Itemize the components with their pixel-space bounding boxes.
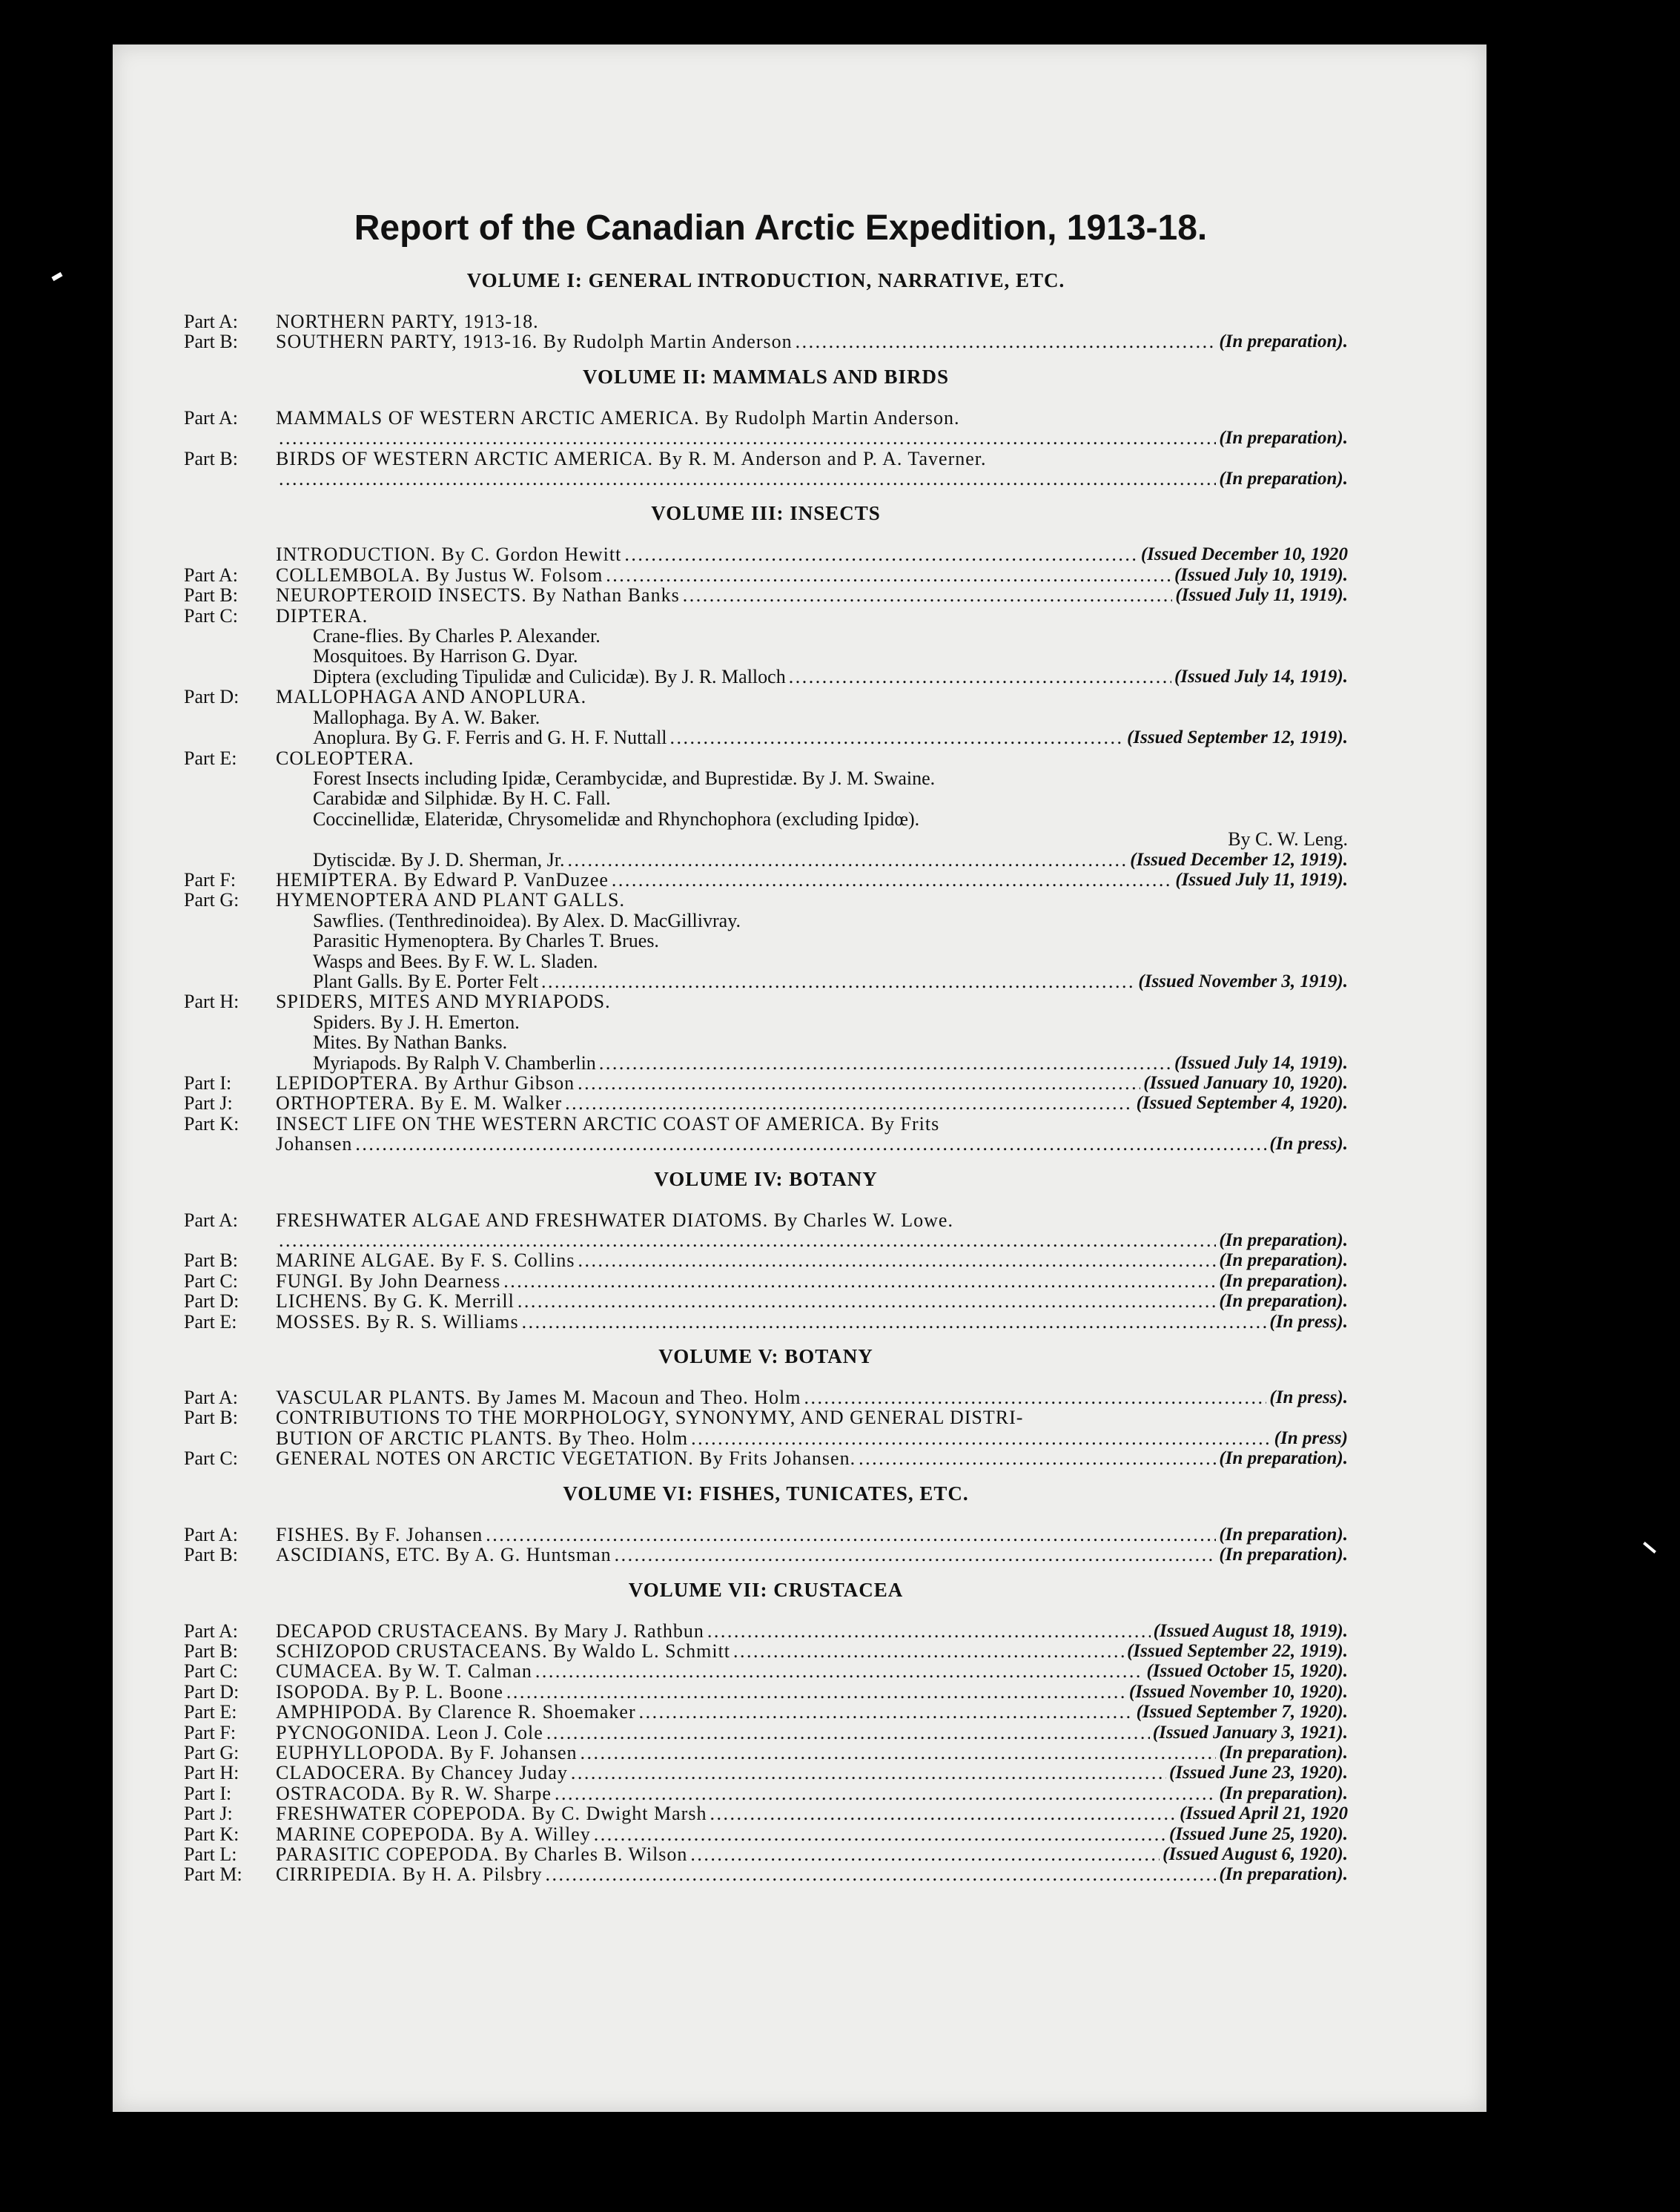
publication-list (184, 208, 1348, 1885)
part-label: Part C: (184, 1447, 238, 1470)
entry-title: HYMENOPTERA AND PLANT GALLS. (276, 889, 625, 911)
film-scratch (1643, 1542, 1656, 1554)
publication-entry (184, 727, 1348, 747)
publication-entry (184, 911, 1348, 931)
entry-status: (Issued September 12, 1919). (1127, 727, 1348, 748)
part-label-spacer (184, 428, 276, 448)
publication-entry (184, 1448, 1348, 1468)
entry-title: OSTRACODA. By R. W. Sharpe (276, 1782, 552, 1804)
publication-entry (184, 1291, 1348, 1311)
entry-subtitle: Forest Insects including Ipidæ, Cerambycidæ, and Buprestidæ. By J. M. Swaine. (313, 767, 936, 789)
publication-entry (184, 626, 1348, 646)
entry-title: MARINE COPEPODA. By A. Willey (276, 1823, 591, 1845)
dot-leader (710, 1803, 1177, 1823)
publication-entry (184, 1723, 1348, 1743)
publication-entry (184, 1525, 1348, 1545)
volume-section (184, 269, 1348, 352)
entry-status: (Issued June 25, 1920). (1169, 1823, 1348, 1844)
part-label: Part F: (184, 868, 237, 891)
entry-status: (Issued July 14, 1919). (1174, 666, 1348, 687)
part-label: Part E: (184, 747, 237, 769)
entry-continuation (184, 829, 1348, 849)
entry-status: (Issued September 22, 1919). (1127, 1640, 1348, 1661)
volume-heading: VOLUME III: INSECTS (651, 502, 881, 525)
volume-section (184, 366, 1348, 489)
part-label: Part A: (184, 311, 238, 332)
dot-leader (546, 1723, 1150, 1743)
publication-entry (184, 1661, 1348, 1681)
entry-title: ASCIDIANS, ETC. By A. G. Huntsman (276, 1544, 612, 1566)
entry-subtitle: Dytiscidæ. By J. D. Sherman, Jr. (313, 848, 565, 871)
entry-status: (Issued July 11, 1919). (1175, 869, 1348, 890)
dot-leader (859, 1448, 1216, 1468)
publication-entry (184, 1743, 1348, 1763)
entry-title: PARASITIC COPEPODA. By Charles B. Wilson (276, 1843, 688, 1865)
entry-status: (Issued December 10, 1920 (1140, 544, 1348, 565)
dot-leader (565, 1093, 1133, 1113)
publication-entry (184, 1864, 1348, 1884)
publication-entry (184, 1032, 1348, 1052)
entry-title: MAMMALS OF WESTERN ARCTIC AMERICA. By Rudolph Martin Anderson. (276, 406, 960, 429)
part-label: Part A: (184, 1387, 238, 1409)
entry-subtitle: Mites. By Nathan Banks. (313, 1031, 508, 1054)
publication-entry (184, 1210, 1348, 1230)
volume-heading: VOLUME VI: FISHES, TUNICATES, ETC. (563, 1482, 969, 1505)
dot-leader (707, 1621, 1151, 1641)
part-label: Part B: (184, 584, 238, 607)
publication-entry (184, 931, 1348, 951)
entry-subtitle: Diptera (excluding Tipulidæ and Culicidæ). By J. R. Malloch (313, 665, 786, 687)
volume-heading: VOLUME I: GENERAL INTRODUCTION, NARRATIVE, ETC. (466, 269, 1065, 291)
entry-title: CIRRIPEDIA. By H. A. Pilsbry (276, 1863, 543, 1886)
part-label: Part K: (184, 1112, 239, 1135)
publication-entry (184, 1134, 1348, 1154)
entry-status: (Issued July 10, 1919). (1174, 564, 1348, 585)
part-label: Part H: (184, 991, 239, 1013)
entry-status: (In preparation). (1219, 1448, 1348, 1469)
entry-title: ORTHOPTERA. By E. M. Walker (276, 1092, 563, 1115)
entry-status: (In press). (1269, 1311, 1348, 1332)
entry-status: (Issued June 23, 1920). (1169, 1763, 1348, 1783)
dot-leader (594, 1824, 1166, 1844)
part-label: Part G: (184, 889, 239, 911)
entry-status: (Issued August 6, 1920). (1163, 1843, 1348, 1864)
dot-leader (355, 1134, 1266, 1154)
entry-title: VASCULAR PLANTS. By James M. Macoun and Theo. Holm (276, 1387, 801, 1409)
dot-leader (733, 1641, 1124, 1661)
dot-leader (571, 1763, 1166, 1783)
publication-entry (184, 646, 1348, 666)
volume-section (184, 1482, 1348, 1565)
part-label: Part A: (184, 1523, 238, 1545)
entry-title: INSECT LIFE ON THE WESTERN ARCTIC COAST OF AMERICA. By Frits (276, 1112, 940, 1135)
entry-title: FRESHWATER ALGAE AND FRESHWATER DIATOMS. By Charles W. Lowe. (276, 1209, 953, 1231)
entry-status: (In preparation). (1219, 1230, 1348, 1251)
entry-status: (Issued April 21, 1920 (1180, 1803, 1348, 1824)
part-label: Part B: (184, 447, 238, 469)
publication-entry (184, 1763, 1348, 1783)
part-label: Part I: (184, 1072, 232, 1094)
dot-leader (599, 1053, 1171, 1073)
dot-leader (691, 1428, 1271, 1448)
dot-leader (615, 1545, 1217, 1565)
entry-status: (In preparation). (1219, 1524, 1348, 1545)
publication-entry (184, 768, 1348, 788)
dot-leader (624, 544, 1138, 564)
entry-title: NEUROPTEROID INSECTS. By Nathan Banks (276, 584, 680, 607)
entry-subtitle: Wasps and Bees. By F. W. L. Sladen. (313, 950, 598, 972)
entry-title: LEPIDOPTERA. By Arthur Gibson (276, 1072, 575, 1094)
dot-leader (522, 1312, 1267, 1332)
dot-leader (503, 1271, 1216, 1291)
part-label: Part G: (184, 1741, 239, 1763)
entry-status: (Issued July 11, 1919). (1175, 585, 1348, 606)
dot-leader (796, 331, 1217, 351)
entry-subtitle: Carabidæ and Silphidæ. By H. C. Fall. (313, 788, 611, 810)
entry-status: (Issued January 10, 1920). (1143, 1073, 1348, 1093)
entry-title: SPIDERS, MITES AND MYRIAPODS. (276, 991, 611, 1013)
publication-entry (184, 1824, 1348, 1844)
publication-entry (184, 1053, 1348, 1073)
entry-title: Johansen (276, 1133, 353, 1155)
dot-leader (670, 727, 1125, 747)
part-label: Part B: (184, 1249, 238, 1272)
entry-status: (Issued December 12, 1919). (1130, 849, 1348, 870)
entry-title: CUMACEA. By W. T. Calman (276, 1660, 532, 1683)
entry-status: (Issued September 4, 1920). (1136, 1093, 1348, 1114)
dot-leader (517, 1291, 1217, 1311)
entry-status: (Issued October 15, 1920). (1146, 1661, 1348, 1682)
part-label: Part D: (184, 1680, 239, 1703)
publication-entry (184, 991, 1348, 1011)
part-label: Part A: (184, 406, 238, 429)
publication-entry (184, 870, 1348, 890)
dot-leader (578, 1073, 1140, 1093)
entry-subtitle: Sawflies. (Tenthredinoidea). By Alex. D. MacGillivray. (313, 909, 741, 931)
page-title: Report of the Canadian Arctic Expedition, 1913-18. (354, 208, 1208, 248)
entry-title: BUTION OF ARCTIC PLANTS. By Theo. Holm (276, 1427, 689, 1449)
dot-leader (606, 565, 1171, 585)
publication-entry (184, 606, 1348, 626)
dot-leader (555, 1783, 1216, 1803)
dot-leader (541, 971, 1135, 991)
publication-entry (184, 1073, 1348, 1093)
publication-entry (184, 971, 1348, 991)
entry-title: SOUTHERN PARTY, 1913-16. By Rudolph Martin Anderson (276, 331, 793, 353)
dot-leader (279, 469, 1216, 489)
volume-section (184, 1345, 1348, 1469)
publication-entry (184, 1428, 1348, 1448)
entry-continuation (184, 428, 1348, 448)
publication-entry (184, 1702, 1348, 1722)
volume-heading: VOLUME IV: BOTANY (654, 1167, 878, 1190)
part-label (184, 544, 276, 564)
publication-entry (184, 565, 1348, 585)
publication-entry (184, 544, 1348, 564)
publication-entry (184, 687, 1348, 707)
volume-heading: VOLUME V: BOTANY (658, 1345, 873, 1368)
publication-entry (184, 748, 1348, 768)
part-label: Part C: (184, 1270, 238, 1292)
publication-entry (184, 408, 1348, 428)
publication-entry (184, 1250, 1348, 1270)
entry-title: MOSSES. By R. S. Williams (276, 1310, 519, 1333)
publication-entry (184, 788, 1348, 808)
entry-status: (In preparation). (1219, 1742, 1348, 1763)
publication-entry (184, 667, 1348, 687)
publication-entry (184, 331, 1348, 351)
entry-status: (In preparation). (1219, 1250, 1348, 1271)
dot-leader (486, 1525, 1216, 1545)
entry-title: MALLOPHAGA AND ANOPLURA. (276, 686, 587, 708)
part-label: Part I: (184, 1782, 232, 1804)
entry-status: (Issued July 14, 1919). (1174, 1052, 1348, 1073)
entry-title: COLEOPTERA. (276, 747, 414, 769)
dot-leader (279, 1230, 1216, 1250)
part-label: Part B: (184, 1544, 238, 1566)
dot-leader (546, 1864, 1217, 1884)
part-label: Part A: (184, 564, 238, 586)
part-label: Part F: (184, 1721, 237, 1743)
volume-section (184, 1579, 1348, 1885)
entry-title: EUPHYLLOPODA. By F. Johansen (276, 1741, 578, 1763)
publication-entry (184, 311, 1348, 331)
dot-leader (683, 585, 1173, 605)
volume-heading: VOLUME II: MAMMALS AND BIRDS (583, 365, 949, 388)
entry-subtitle: Crane-flies. By Charles P. Alexander. (313, 625, 601, 647)
dot-leader (535, 1661, 1144, 1681)
entry-title: FISHES. By F. Johansen (276, 1523, 483, 1545)
entry-author: By C. W. Leng. (1228, 828, 1348, 851)
entry-title: MARINE ALGAE. By F. S. Collins (276, 1249, 575, 1272)
publication-entry (184, 1312, 1348, 1332)
entry-title: CLADOCERA. By Chancey Juday (276, 1762, 568, 1784)
publication-entry (184, 1271, 1348, 1291)
part-label (184, 1428, 276, 1448)
dot-leader (567, 850, 1127, 870)
publication-entry (184, 951, 1348, 971)
entry-title: NORTHERN PARTY, 1913-18. (276, 311, 539, 332)
dot-leader (690, 1844, 1160, 1864)
entry-title: DECAPOD CRUSTACEANS. By Mary J. Rathbun (276, 1620, 704, 1642)
publication-entry (184, 1545, 1348, 1565)
entry-title: BIRDS OF WESTERN ARCTIC AMERICA. By R. M. Anderson and P. A. Taverner. (276, 447, 987, 469)
entry-subtitle: Plant Galls. By E. Porter Felt (313, 970, 539, 992)
part-label: Part D: (184, 1290, 239, 1313)
entry-title: ISOPODA. By P. L. Boone (276, 1680, 503, 1703)
entry-status: (In preparation). (1219, 1864, 1348, 1885)
part-label: Part E: (184, 1310, 237, 1333)
part-label: Part A: (184, 1620, 238, 1642)
publication-entry (184, 707, 1348, 727)
publication-entry (184, 1621, 1348, 1641)
volume-section (184, 502, 1348, 1154)
part-label: Part A: (184, 1209, 238, 1231)
entry-status: (In preparation). (1219, 428, 1348, 449)
entry-title: GENERAL NOTES ON ARCTIC VEGETATION. By Frits Johansen. (276, 1447, 856, 1470)
publication-entry (184, 1803, 1348, 1823)
entry-subtitle: Parasitic Hymenoptera. By Charles T. Brues. (313, 930, 659, 952)
entry-subtitle: Anoplura. By G. F. Ferris and G. H. F. Nuttall (313, 727, 667, 749)
publication-entry (184, 1641, 1348, 1661)
entry-continuation (184, 1230, 1348, 1250)
entry-status: (In preparation). (1219, 331, 1348, 352)
entry-status: (Issued August 18, 1919). (1153, 1620, 1348, 1641)
entry-title: FUNGI. By John Dearness (276, 1270, 501, 1292)
entry-title: COLLEMBOLA. By Justus W. Folsom (276, 564, 603, 586)
entry-subtitle: Mallophaga. By A. W. Baker. (313, 706, 540, 728)
entry-status: (In press). (1269, 1387, 1348, 1408)
entry-title: FRESHWATER COPEPODA. By C. Dwight Marsh (276, 1803, 707, 1825)
publication-entry (184, 1012, 1348, 1032)
dot-leader (279, 428, 1216, 448)
entry-title: INTRODUCTION. By C. Gordon Hewitt (276, 544, 622, 566)
publication-entry (184, 850, 1348, 870)
entry-subtitle: Spiders. By J. H. Emerton. (313, 1011, 520, 1033)
part-label: Part D: (184, 686, 239, 708)
part-label: Part C: (184, 604, 238, 627)
entry-status: (In preparation). (1219, 469, 1348, 489)
publication-entry (184, 1783, 1348, 1803)
volume-section (184, 1168, 1348, 1332)
part-label: Part J: (184, 1092, 233, 1115)
entry-title: CONTRIBUTIONS TO THE MORPHOLOGY, SYNONYMY, AND GENERAL DISTRI- (276, 1407, 1024, 1429)
entry-subtitle: Myriapods. By Ralph V. Chamberlin (313, 1051, 596, 1074)
entry-status: (In preparation). (1219, 1270, 1348, 1291)
publication-entry (184, 890, 1348, 910)
entry-subtitle: Mosquitoes. By Harrison G. Dyar. (313, 645, 578, 667)
part-label: Part K: (184, 1823, 239, 1845)
publication-entry (184, 1682, 1348, 1702)
part-label: Part H: (184, 1762, 239, 1784)
part-label: Part L: (184, 1843, 237, 1865)
dot-leader (581, 1743, 1217, 1763)
entry-title: HEMIPTERA. By Edward P. VanDuzee (276, 868, 609, 891)
entry-status: (In preparation). (1219, 1291, 1348, 1312)
publication-entry (184, 1387, 1348, 1407)
part-label (184, 1134, 276, 1154)
part-label: Part B: (184, 1640, 238, 1662)
entry-status: (In preparation). (1219, 1545, 1348, 1565)
entry-status: (Issued September 7, 1920). (1136, 1702, 1348, 1723)
publication-entry (184, 449, 1348, 469)
part-label-spacer (184, 469, 276, 489)
publication-entry (184, 809, 1348, 829)
entry-title: DIPTERA. (276, 604, 368, 627)
part-label: Part B: (184, 331, 238, 353)
publication-entry (184, 585, 1348, 605)
part-label: Part C: (184, 1660, 238, 1683)
dot-leader (578, 1250, 1217, 1270)
film-scratch (51, 272, 62, 281)
publication-entry (184, 1844, 1348, 1864)
entry-title: LICHENS. By G. K. Merrill (276, 1290, 515, 1313)
publication-entry (184, 1114, 1348, 1134)
dot-leader (639, 1702, 1134, 1722)
entry-title: PYCNOGONIDA. Leon J. Cole (276, 1721, 543, 1743)
part-label: Part M: (184, 1863, 242, 1886)
dot-leader (804, 1387, 1266, 1407)
entry-status: (In press) (1274, 1427, 1348, 1448)
dot-leader (789, 667, 1171, 687)
part-label: Part B: (184, 1407, 238, 1429)
entry-title: SCHIZOPOD CRUSTACEANS. By Waldo L. Schmitt (276, 1640, 731, 1662)
entry-status: (Issued November 3, 1919). (1138, 971, 1348, 991)
entry-subtitle: Coccinellidæ, Elateridæ, Chrysomelidæ and Rhynchophora (excluding Ipidœ). (313, 808, 920, 830)
part-label: Part E: (184, 1701, 237, 1723)
part-label: Part J: (184, 1803, 233, 1825)
entry-status: (Issued November 10, 1920). (1128, 1681, 1348, 1702)
entry-continuation (184, 469, 1348, 489)
entry-title: AMPHIPODA. By Clarence R. Shoemaker (276, 1701, 636, 1723)
publication-entry (184, 1093, 1348, 1113)
publication-entry (184, 1407, 1348, 1427)
dot-leader (506, 1682, 1126, 1702)
dot-leader (612, 870, 1172, 890)
entry-status: (In preparation). (1219, 1783, 1348, 1803)
part-label-spacer (184, 1230, 276, 1250)
entry-status: (In press). (1269, 1134, 1348, 1155)
entry-status: (Issued January 3, 1921). (1152, 1722, 1348, 1743)
volume-heading: VOLUME VII: CRUSTACEA (628, 1578, 904, 1601)
